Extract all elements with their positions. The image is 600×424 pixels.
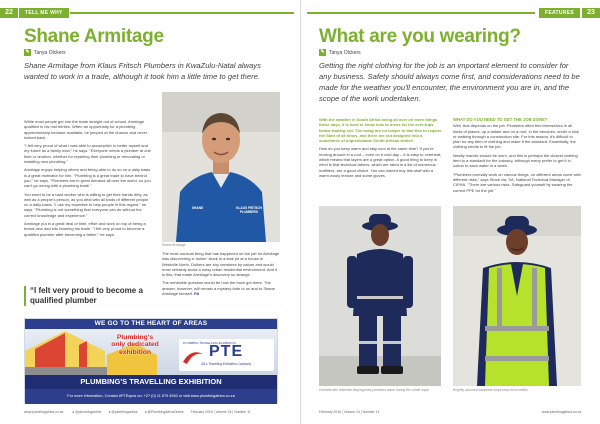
header-rule: [70, 12, 294, 14]
footer-site[interactable]: www.plumbingafrica.co.za: [24, 410, 64, 414]
page-number: 22: [0, 8, 18, 18]
ad-banner: PLUMBING'S TRAVELLING EXHIBITION: [25, 375, 277, 389]
article-title: Shane Armitage: [24, 26, 164, 47]
paragraph-text: The inevitable question would be how the buck got there. The answer, however, will remain a mystery both to us and to Shane Armitage himself.: [162, 280, 275, 297]
paragraph: [162, 280, 280, 296]
footer-social[interactable]: @plumbingonline: [111, 410, 138, 414]
twitter-icon: ●: [72, 410, 75, 414]
article-body-col1: [319, 117, 443, 181]
subheading: WHAT DO YOU NEED TO GET THE JOB DONE?: [453, 117, 548, 122]
pull-quote: “I felt very proud to become a qualified plumber: [24, 286, 152, 306]
photo-caption-1: Overalls with reflective striping keep plumbers warm during the colder days.: [319, 388, 430, 392]
pte-logo: [179, 339, 274, 371]
ad-contact-info: For more information, Contact #PTExpos on: +27 (0) 11 579 4940 or visit www.plumbingafrica.co.za: [25, 389, 277, 404]
right-footer-issue: February 2016 | Volume 24 | Number 11: [319, 410, 380, 414]
footer-social[interactable]: @plumbingonline: [75, 410, 102, 414]
photo-caption: Shane Armitage: [162, 243, 186, 247]
shirt-name: SHANE: [192, 206, 204, 210]
paragraph: Ideally mandic should be worn, and this is perhaps the closest clothing item to a standard for the industry, although many prefer to get it in cotton to save water in a wash.: [453, 152, 578, 169]
end-mark: PA: [194, 291, 200, 297]
pte-logo-text: PTE: [209, 343, 244, 360]
author-icon: ✎: [25, 49, 30, 55]
standfirst: Shane Armitage from Klaus Fritsch Plumbers in KwaZulu-Natal always wanted to work in a trade, although it took him a little time to get there.: [24, 61, 261, 81]
right-page: [300, 0, 600, 424]
overalls-illustration: [319, 206, 441, 386]
footer-social[interactable]: @PlumbingAfricaOnline: [147, 410, 184, 414]
article-title: What are you wearing?: [319, 26, 521, 47]
pte-logo-sub: SA's Travelling Exhibition Company: [201, 362, 252, 366]
linkedin-icon: ●: [108, 410, 111, 414]
page-number: 23: [582, 8, 600, 18]
byline: [319, 49, 361, 56]
ad-header: WE GO TO THE HEART OF AREAS: [25, 319, 277, 329]
overalls-photo: [319, 206, 441, 386]
paragraph: Well, that depends on the job. Plumbers often find themselves in all kinds of places: up a ladder and on a roof, in the trenches, under a sink or walking through a construction site. For this reason, it's difficult to plan for any item of clothing and make it the standard. Essentially, the clothing needs to fit the job.: [453, 123, 579, 150]
hivis-illustration: [453, 206, 581, 386]
portrait-photo: [162, 92, 280, 242]
lead-paragraph: With the weather in South Africa being all over on more things these days, it is hard to know how to dress for the ever-trips below leading out. The today are no longer to that this to require the Start of all times, and there are not designed into a sometimes of unpredictable South African winter!: [319, 117, 442, 144]
article-body-col2: [453, 117, 581, 196]
right-footer-site[interactable]: www.plumbingafrica.co.za: [541, 410, 581, 414]
pte-swoosh-icon: [183, 348, 203, 364]
portrait-illustration: [162, 92, 280, 242]
paragraph: The most unusual thing that has happened on the job for Armitage was discovering a 'duiker' stuck in a leak pit at a house in Westville North. Duikers are shy creatures by nature and would most certainly avoid a noisy urban residential environment. And it is this, that made Armitage's discovery so strange.: [162, 251, 280, 278]
section-tag: FEATURES: [539, 8, 580, 18]
pte-advertisement[interactable]: [24, 318, 278, 403]
ad-tagline-line: only dedicated: [111, 341, 159, 349]
article-body-col2: [162, 251, 280, 299]
ad-tagline: [95, 334, 175, 356]
author-name: Tanya Olckers: [329, 49, 361, 56]
paragraph: Armitage put in a great deal of time, effort and work on top of being a brand-new dad into learning his trade. "I felt very proud to become a qualified plumber after becoming a father," he says.: [24, 221, 146, 237]
shirt-logo-text: KLAUS FRITSCH PLUMBERS: [236, 206, 262, 214]
author-icon: ✎: [320, 49, 325, 55]
byline: [24, 49, 66, 56]
facebook-icon: ●: [144, 410, 147, 414]
paragraph: Armitage enjoys helping others and being able to do so on a daily basis is a great motivator for him. "Plumbing is a great trade to have behind you," he says. "Plumbers are in great demand all over the world, so you can't go wrong with a plumbing trade.": [24, 167, 151, 189]
paragraph: You need to be a hard worker who is willing to get their hands dirty, as well as a people's person, as you deal with all kinds of different people on a daily basis. "I use my expertise to help people in this regard," he says. "Plumbing is not something that everyone can do without the correct knowledge and experience.": [24, 191, 149, 218]
photo-caption-2: Brightly coloured workwear helps keep them visible.: [453, 388, 529, 392]
header-rule: [307, 12, 535, 14]
paragraph: "Plumbers normally work on various things, on different areas come with different risks," says Stove via, SA, National Technical Manager of CIPHA. "There are various risks. Safeguard yourself by wearing the correct PPE for the job.": [453, 171, 581, 193]
paragraph: "I felt very proud of what I was able to accomplish to better myself and my future as a family man," he says. "Everyone needs a plumber at one time or another, whether for repairing their plumbing or renovating or installing new plumbing.": [24, 143, 151, 165]
pte-logo-small: PLUMBING TRAVELLING EXHIBITION: [183, 341, 236, 345]
hivis-photo: [453, 206, 581, 386]
ad-tagline-line: exhibition: [118, 348, 152, 356]
article-body-col1: [24, 119, 152, 240]
ad-tagline-line: Plumbing's: [116, 334, 154, 341]
left-footer: [24, 408, 284, 416]
paragraph: While most people get into the trade straight out of school, Armitage qualified in his mid thirties. When an opportunity for a plumbing apprenticeship became available, he jumped at the chance and never looked back.: [24, 119, 148, 140]
footer-issue: February 2016 | Volume 24 | Number 11: [190, 410, 251, 414]
section-tag: TELL ME WHY: [19, 8, 69, 18]
standfirst: Getting the right clothing for the job is an important element to consider for any business. Safety should always come first, and considerations need to be made for the weather you'll encounter, the environment you are in, and the scope of the work undertaken.: [319, 61, 580, 103]
paragraph: How do you keep warm and stay cool at the same time? If you're moving around in a roof – even on a cold day – it is easy to overheat, which means that layers are a great option. A good thing to keep in mind is that technical fabrics, which are rated in a list of numerous outfitters, are a good choice. You can indeed buy this stuff with a warm wooly texture and some gloves.: [319, 146, 442, 178]
author-name: Tanya Olckers: [34, 49, 66, 56]
